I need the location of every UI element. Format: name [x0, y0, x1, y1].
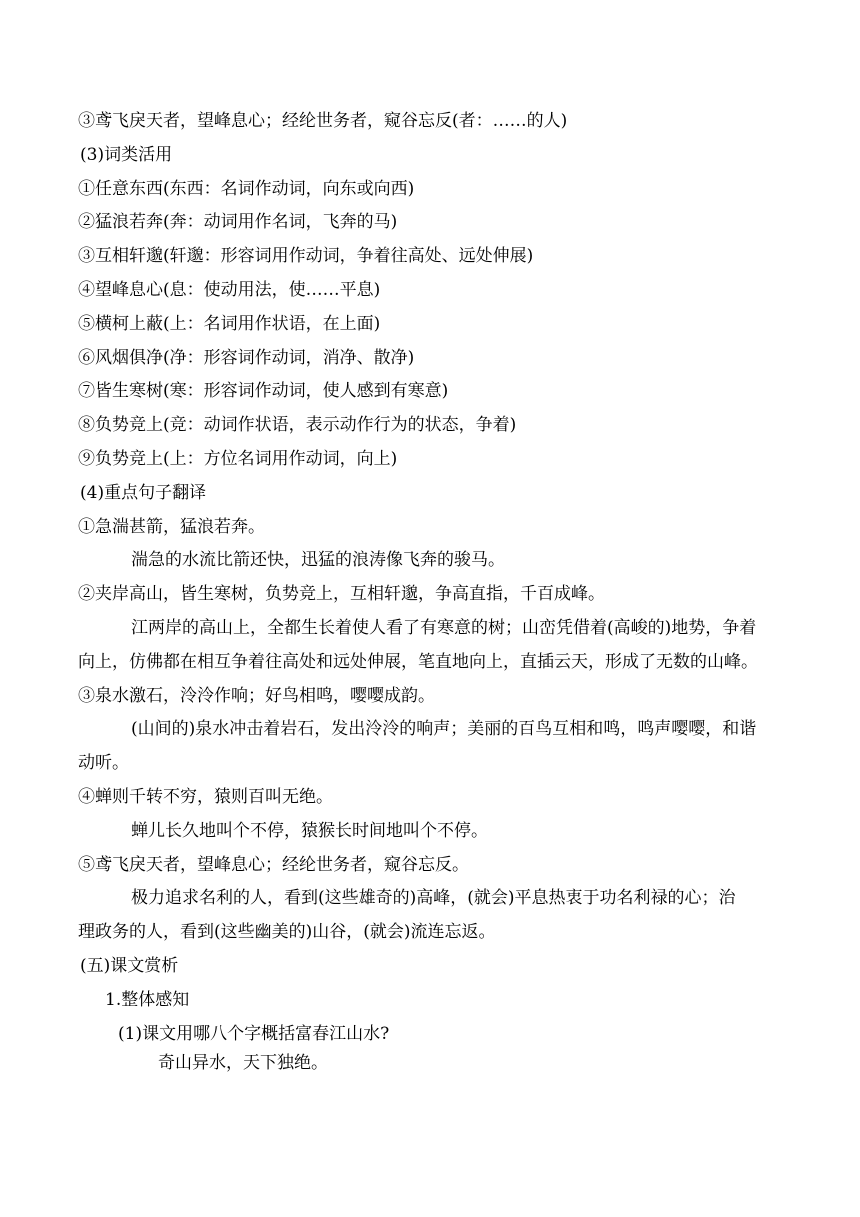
sentence-translation: 理政务的人，看到(这些幽美的)山谷，(就会)流连忘返。	[78, 922, 496, 942]
section-heading: (4)重点句子翻译	[80, 483, 207, 503]
text-line: ③鸢飞戾天者，望峰息心；经纶世务者，窥谷忘反(者：……的人)	[78, 111, 568, 131]
list-item: ③互相轩邈(轩邈：形容词用作动词，争着往高处、远处伸展)	[78, 246, 534, 266]
list-item: ⑧负势竞上(竞：动词作状语，表示动作行为的状态，争着)	[78, 415, 517, 435]
question: (1)课文用哪八个字概括富春江山水?	[118, 1024, 390, 1044]
sentence-translation: 向上，仿佛都在相互争着往高处和远处伸展，笔直地向上，直插云天，形成了无数的山峰。	[78, 652, 758, 672]
list-item: ④望峰息心(息：使动用法，使……平息)	[78, 280, 381, 300]
sentence-original: ②夹岸高山，皆生寒树，负势竞上，互相轩邈，争高直指，千百成峰。	[78, 584, 605, 604]
sentence-original: ⑤鸢飞戾天者，望峰息心；经纶世务者，窥谷忘反。	[78, 855, 469, 875]
answer: 奇山异水，天下独绝。	[158, 1053, 328, 1073]
sentence-translation: 湍急的水流比箭还快，迅猛的浪涛像飞奔的骏马。	[131, 550, 505, 570]
sentence-translation: 动听。	[78, 753, 129, 773]
list-item: ⑦皆生寒树(寒：形容词作动词，使人感到有寒意)	[78, 381, 449, 401]
list-item: ①任意东西(东西：名词作动词，向东或向西)	[78, 179, 415, 199]
sentence-translation: 江两岸的高山上，全都生长着使人看了有寒意的树；山峦凭借着(高峻的)地势，争着	[131, 618, 757, 638]
section-heading: (3)词类活用	[80, 145, 173, 165]
section-heading: (五)课文赏析	[80, 956, 179, 976]
sentence-original: ③泉水激石，泠泠作响；好鸟相鸣，嘤嘤成韵。	[78, 686, 435, 706]
sentence-translation: 蝉儿长久地叫个不停，猿猴长时间地叫个不停。	[131, 821, 488, 841]
list-item: ②猛浪若奔(奔：动词用作名词，飞奔的马)	[78, 212, 398, 232]
sentence-translation: (山间的)泉水冲击着岩石，发出泠泠的响声；美丽的百鸟互相和鸣，鸣声嘤嘤，和谐	[131, 719, 757, 739]
subsection-heading: 1.整体感知	[105, 990, 190, 1010]
sentence-original: ④蝉则千转不穷，猿则百叫无绝。	[78, 787, 333, 807]
list-item: ⑤横柯上蔽(上：名词用作状语，在上面)	[78, 314, 381, 334]
sentence-original: ①急湍甚箭，猛浪若奔。	[78, 517, 265, 537]
list-item: ⑥风烟俱净(净：形容词作动词，消净、散净)	[78, 348, 415, 368]
sentence-translation: 极力追求名利的人，看到(这些雄奇的)高峰，(就会)平息热衷于功名利禄的心；治	[131, 888, 736, 908]
list-item: ⑨负势竞上(上：方位名词用作动词，向上)	[78, 449, 398, 469]
